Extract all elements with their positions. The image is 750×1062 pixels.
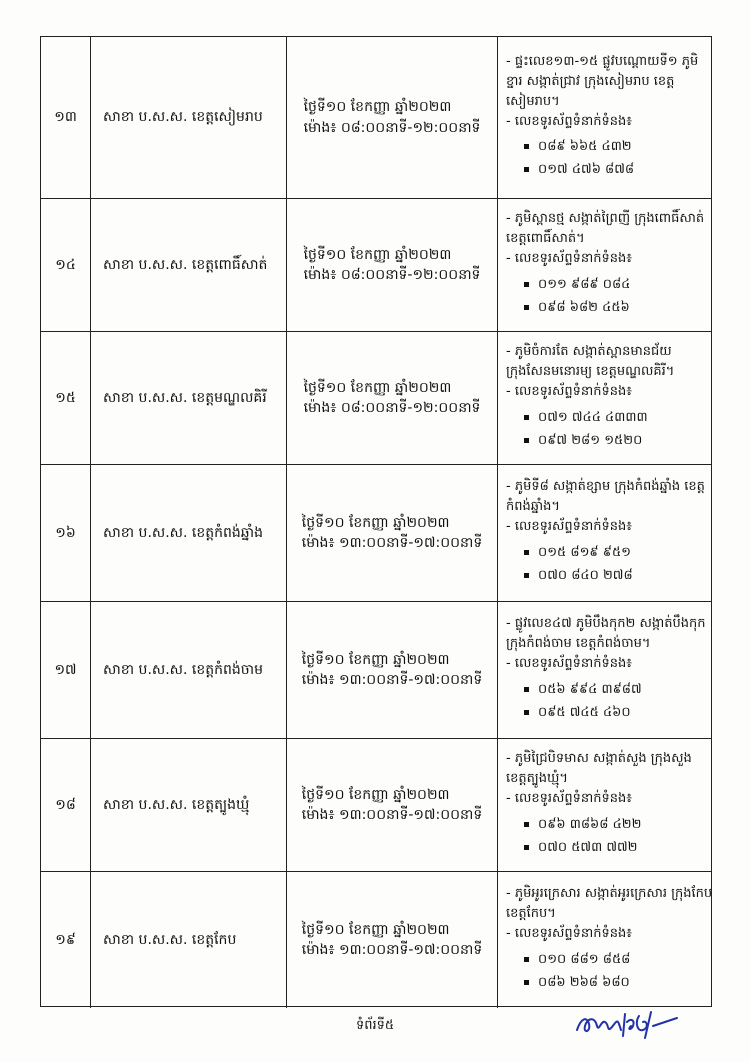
schedule-time: ម៉ោង៖ ១៣:០០នាទី-១៧:០០នាទី [301, 942, 483, 958]
branch-name: សាខា ប.ស.ស. ខេត្តត្បូងឃ្មុំ [91, 739, 287, 871]
phone-number: ០១១ ៩៨៩ ០៨៤ [506, 275, 713, 295]
phone-number: ០៩៦ ៣៨៦៨ ៤២២ [506, 815, 713, 835]
phone-label: - លេខទូរស័ព្ទទំនាក់ទំនង៖ [506, 114, 632, 129]
phone-number: ០៩៥ ៧៤៥ ៤៦០ [506, 703, 713, 723]
row-number: ១៨ [41, 739, 91, 871]
schedule-time: ម៉ោង៖ ១៣:០០នាទី-១៧:០០នាទី [301, 535, 483, 551]
schedule-cell [287, 602, 498, 738]
phone-label: - លេខទូរស័ព្ទទំនាក់ទំនង៖ [506, 656, 632, 672]
schedule-time: ម៉ោង៖ ១៣:០០នាទី-១៧:០០នាទី [301, 672, 483, 688]
schedule-cell [287, 872, 498, 1008]
phone-list [506, 272, 713, 321]
schedule-cell [287, 199, 498, 331]
schedule-time: ម៉ោង៖ ០៨:០០នាទី-១២:០០នាទី [303, 400, 481, 416]
address-cell [498, 739, 713, 871]
address-cell [498, 199, 713, 331]
phone-number: ០៨៦ ២៦៨ ៦៨០ [506, 973, 713, 993]
phone-number: ០៧០ ៨៤០ ២៧៨ [506, 566, 713, 586]
table-row [41, 465, 711, 602]
phone-label: - លេខទូរស័ព្ទទំនាក់ទំនង៖ [506, 926, 632, 942]
row-number: ១៥ [41, 332, 91, 464]
signature-mark [573, 1008, 683, 1040]
branch-name: សាខា ប.ស.ស. ខេត្តកំពង់ឆ្នាំង [91, 465, 287, 601]
schedule-cell [287, 332, 498, 464]
address-text: - ផ្ទះលេខ១៣-១៥ ផ្លូវបណ្តោយទី១ ភូមិខ្នារ សង្កាត់ជ្រាវ ក្រុងសៀមរាប ខេត្តសៀមរាប។ [506, 53, 699, 109]
schedule-date: ថ្ងៃទី១០ ខែកញ្ញា ឆ្នាំ២០២៣ [303, 379, 452, 396]
phone-number: ០៨៩ ៦៦៥ ៤៣២ [506, 137, 713, 157]
phone-number: ០៧០ ៥៧៣ ៧៧២ [506, 838, 713, 858]
schedule-date: ថ្ងៃទី១០ ខែកញ្ញា ឆ្នាំ២០២៣ [301, 651, 450, 668]
row-number: ១៤ [41, 199, 91, 331]
schedule-date: ថ្ងៃទី១០ ខែកញ្ញា ឆ្នាំ២០២៣ [303, 99, 452, 116]
row-number: ១៩ [41, 872, 91, 1008]
table-row [41, 739, 711, 872]
schedule-date: ថ្ងៃទី១០ ខែកញ្ញា ឆ្នាំ២០២៣ [303, 246, 452, 263]
schedule-cell [287, 465, 498, 601]
phone-number: ០៩៧ ២៨១ ១៥២០ [506, 431, 713, 451]
table-row [41, 37, 711, 199]
phone-number: ០១០ ៨៨១ ៨៥៨ [506, 950, 713, 970]
branch-name: សាខា ប.ស.ស. ខេត្តពោធិ៍សាត់ [91, 199, 287, 331]
phone-list [506, 677, 713, 726]
schedule-date: ថ្ងៃទី១០ ខែកញ្ញា ឆ្នាំ២០២៣ [301, 514, 450, 531]
schedule-date: ថ្ងៃទី១០ ខែកញ្ញា ឆ្នាំ២០២៣ [301, 921, 450, 938]
branch-schedule-table [40, 36, 712, 1007]
phone-label: - លេខទូរស័ព្ទទំនាក់ទំនង៖ [506, 384, 632, 400]
phone-list [506, 405, 713, 454]
branch-name: សាខា ប.ស.ស. ខេត្តមណ្ឌលគិរី [91, 332, 287, 464]
address-text: - ភូមិស្ពានថ្ម សង្កាត់ព្រៃញី ក្រុងពោធិ៍សាត់ ខេត្តពោធិ៍សាត់។ [506, 211, 705, 247]
row-number: ១៦ [41, 465, 91, 601]
schedule-time: ម៉ោង៖ ០៨:០០នាទី-១២:០០នាទី [303, 119, 481, 136]
address-cell [498, 602, 713, 738]
phone-number: ០៧១ ៧៤៤ ៤៣៣៣ [506, 408, 713, 428]
page-number: ទំព័រទី៥ [355, 1018, 395, 1033]
address-text: - ភូមិជ្រៃបិទមាស សង្កាត់សួង ក្រុងសួង ខេត្តត្បូងឃ្មុំ។ [506, 751, 692, 787]
row-number: ១៧ [41, 602, 91, 738]
schedule-time: ម៉ោង៖ ១៣:០០នាទី-១៧:០០នាទី [301, 807, 483, 823]
branch-name: សាខា ប.ស.ស. ខេត្តសៀមរាប [91, 37, 287, 198]
phone-number: ០១៥ ៨១៩ ៩៥១ [506, 543, 713, 563]
branch-name: សាខា ប.ស.ស. ខេត្តកំពង់ចាម [91, 602, 287, 738]
table-row [41, 332, 711, 465]
address-cell [498, 872, 713, 1008]
table-row [41, 872, 711, 1008]
phone-list [506, 947, 713, 996]
branch-name: សាខា ប.ស.ស. ខេត្តកែប [91, 872, 287, 1008]
schedule-date: ថ្ងៃទី១០ ខែកញ្ញា ឆ្នាំ២០២៣ [301, 786, 450, 803]
phone-label: - លេខទូរស័ព្ទទំនាក់ទំនង៖ [506, 251, 632, 267]
phone-list [506, 540, 713, 589]
schedule-cell [287, 37, 498, 198]
phone-number: ០១៧ ៤៧៦ ៨៧៨ [506, 160, 713, 180]
address-text: - ភូមិទី៨ សង្កាត់ខ្សាម ក្រុងកំពង់ឆ្នាំង ខេត្តកំពង់ឆ្នាំង។ [506, 479, 705, 515]
phone-list [506, 134, 713, 183]
table-row [41, 602, 711, 739]
phone-label: - លេខទូរស័ព្ទទំនាក់ទំនង៖ [506, 791, 632, 807]
address-text: - ភូមិអូរក្រេសារ សង្កាត់អូរក្រេសារ ក្រុងកែប ខេត្តកែប។ [506, 886, 713, 922]
address-text: - ភូមិចំការតែ សង្កាត់ស្ពានមានជ័យ ក្រុងសែនមនោរម្យ ខេត្តមណ្ឌលគិរី។ [506, 344, 675, 380]
phone-number: ០៥៦ ៩៩៤ ៣៩៨៧ [506, 680, 713, 700]
phone-label: - លេខទូរស័ព្ទទំនាក់ទំនង៖ [506, 519, 632, 535]
row-number: ១៣ [41, 37, 91, 198]
schedule-cell [287, 739, 498, 871]
address-cell [498, 332, 713, 464]
schedule-time: ម៉ោង៖ ០៨:០០នាទី-១២:០០នាទី [303, 267, 481, 283]
address-cell [498, 37, 713, 198]
phone-list [506, 812, 713, 861]
address-cell [498, 465, 713, 601]
table-row [41, 199, 711, 332]
phone-number: ០៩៨ ៦៨២ ៤៥៦ [506, 298, 713, 318]
address-text: - ផ្លូវលេខ៤៧ ភូមិបឹងកុក២ សង្កាត់បឹងកុក ក្រុងកំពង់ចាម ខេត្តកំពង់ចាម។ [506, 616, 706, 652]
